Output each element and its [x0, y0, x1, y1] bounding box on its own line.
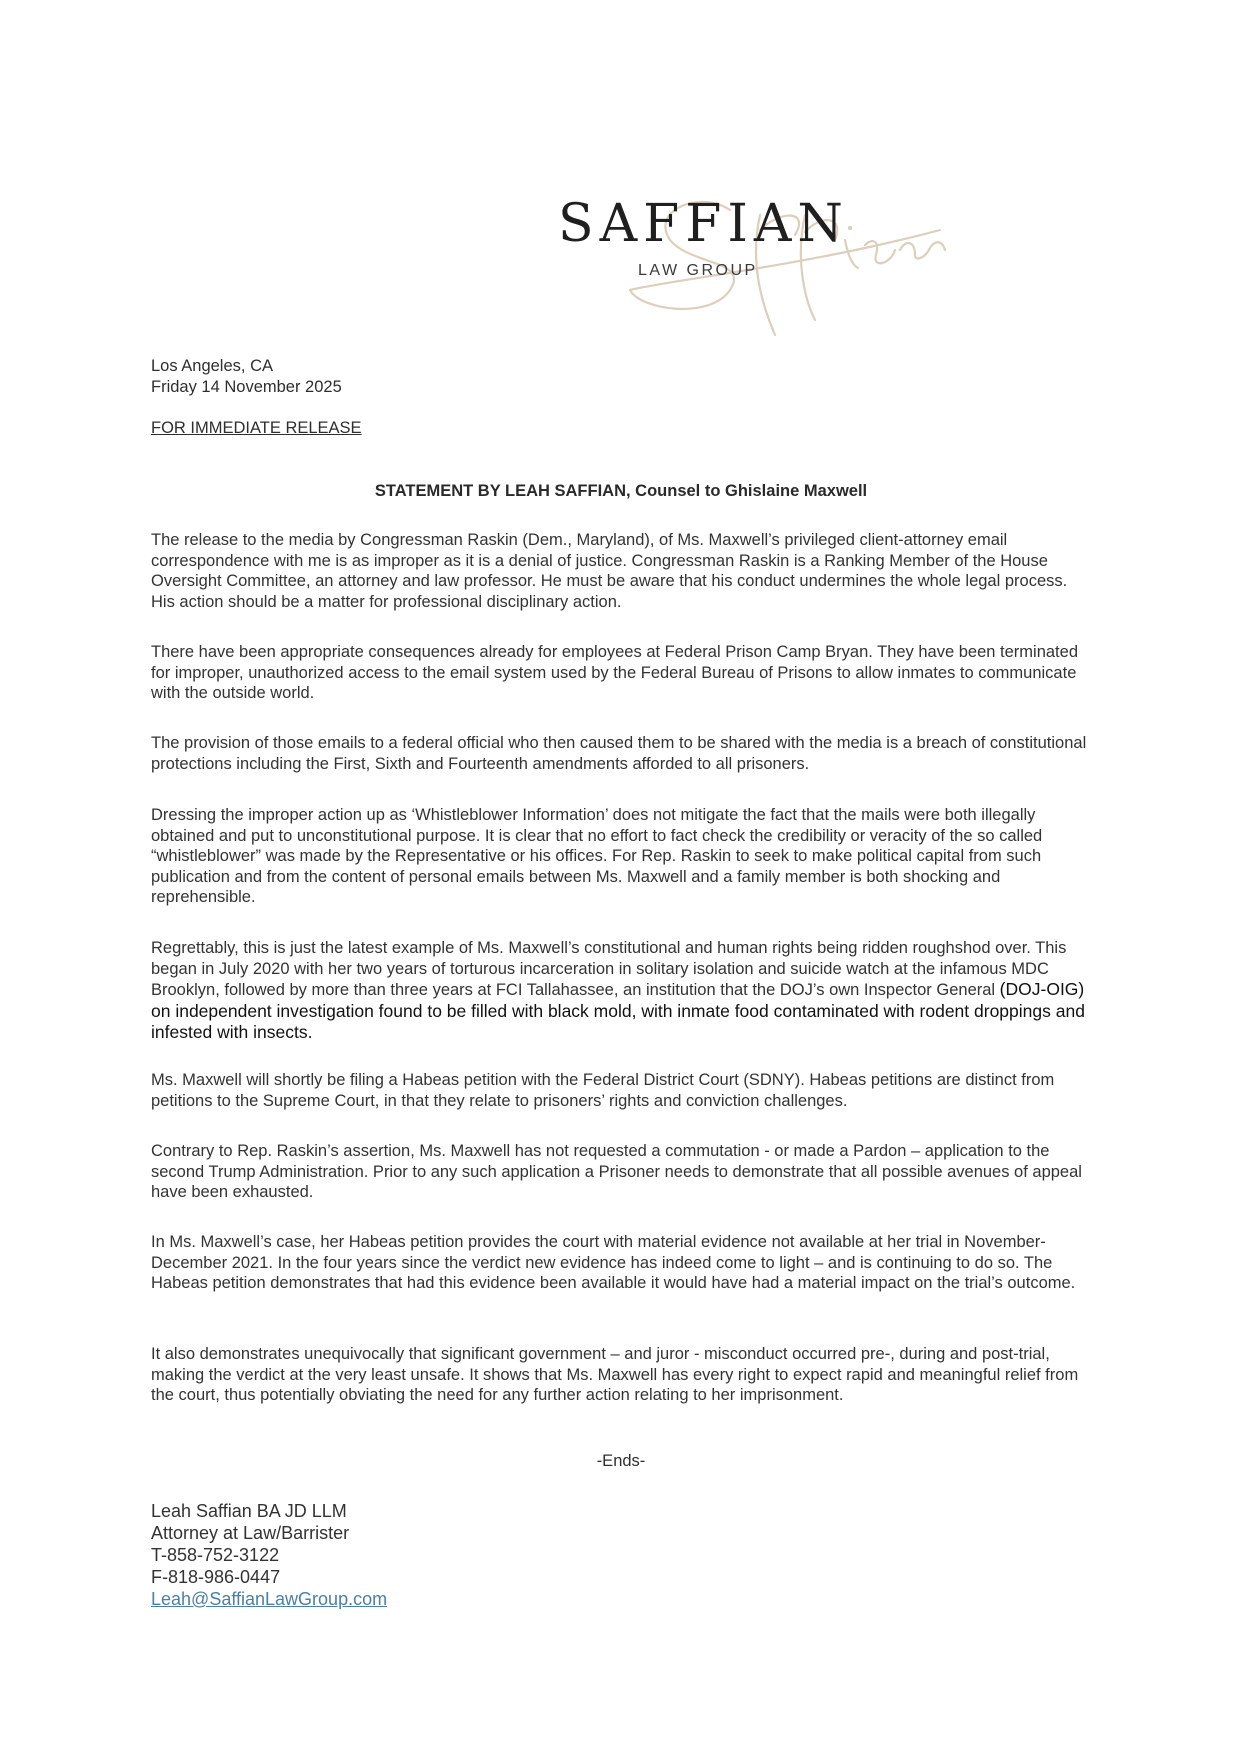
- release-label: FOR IMMEDIATE RELEASE: [151, 419, 362, 437]
- date: Friday 14 November 2025: [151, 377, 342, 396]
- firm-subtitle: LAW GROUP: [638, 262, 758, 279]
- signer-email-link[interactable]: Leah@SaffianLawGroup.com: [151, 1589, 388, 1609]
- signer-phone: T-858-752-3122: [151, 1545, 280, 1565]
- firm-name: SAFFIAN: [558, 194, 849, 254]
- paragraph: The release to the media by Congressman Raskin (Dem., Maryland), of Ms. Maxwell’s privileged client-attorney email correspondence with me is as improper as it is a denial of justice. Congressman Raskin is a Ranking Member of the House Oversight Committee, an attorney and law professor. He must be aware that his conduct undermines the whole legal process. His action should be a matter for professional disciplinary action.: [151, 531, 1068, 611]
- dateline: [151, 356, 1091, 397]
- paragraph: In Ms. Maxwell’s case, her Habeas petition provides the court with material evidence not available at her trial in November-December 2021. In the four years since the verdict new evidence has indeed come to light – and is continuing to do so. The Habeas petition demonstrates that had this evidence been available it would have had a material impact on the trial’s outcome.: [151, 1233, 1076, 1292]
- paragraph: Contrary to Rep. Raskin’s assertion, Ms. Maxwell has not requested a commutation - or made a Pardon – application to the second Trump Administration. Prior to any such application a Prisoner needs to demonstrate that all possible avenues of appeal have been exhausted.: [151, 1142, 1082, 1201]
- signer-name: Leah Saffian BA JD LLM: [151, 1501, 347, 1521]
- firm-logo: [540, 170, 980, 340]
- statement-heading: STATEMENT BY LEAH SAFFIAN, Counsel to Ghislaine Maxwell: [374, 482, 868, 500]
- signer-title: Attorney at Law/Barrister: [151, 1523, 350, 1543]
- paragraph-regrettably-part1: Regrettably, this is just the latest example of Ms. Maxwell’s constitutional and human rights being ridden roughshod over. This began in July 2020 with her two years of torturous incarceration in solitary isolation and suicide watch at the infamous MDC Brooklyn, followed by more than three years at FCI Tallahassee, an institution that the DOJ’s own Inspector General: [151, 939, 1067, 999]
- signature-block: [151, 1500, 387, 1610]
- paragraph: It also demonstrates unequivocally that significant government – and juror - misconduct occurred pre-, during and post-trial, making the verdict at the very least unsafe. It shows that Ms. Maxwell has every right to expect rapid and meaningful relief from the court, thus potentially obviating the need for any further action relating to her imprisonment.: [151, 1345, 1079, 1404]
- paragraph-regrettably: [151, 938, 1091, 1044]
- paragraph-regrettably-part2: (DOJ-OIG) on independent investigation found to be filled with black mold, with inmate food contaminated with rodent droppings and infested with insects.: [151, 979, 1085, 1042]
- paragraph: The provision of those emails to a federal official who then caused them to be shared with the media is a breach of constitutional protections including the First, Sixth and Fourteenth amendments afforded to all prisoners.: [151, 734, 1087, 773]
- paragraph: There have been appropriate consequences already for employees at Federal Prison Camp Bryan. They have been terminated for improper, unauthorized access to the email system used by the Federal Bureau of Prisons to allow inmates to communicate with the outside world.: [151, 643, 1078, 702]
- paragraph: Ms. Maxwell will shortly be filing a Habeas petition with the Federal District Court (SDNY). Habeas petitions are distinct from petitions to the Supreme Court, in that they relate to prisoners’ rights and conviction challenges.: [151, 1071, 1055, 1110]
- paragraph: Dressing the improper action up as ‘Whistleblower Information’ does not mitigate the fact that the mails were both illegally obtained and put to unconstitutional purpose. It is clear that no effort to fact check the credibility or veracity of the so called “whistleblower” was made by the Representative or his offices. For Rep. Raskin to seek to make political capital from such publication and from the content of personal emails between Ms. Maxwell and a family member is both shocking and reprehensible.: [151, 806, 1043, 906]
- signer-fax: F-818-986-0447: [151, 1567, 281, 1587]
- location: Los Angeles, CA: [151, 357, 273, 375]
- ends-marker: -Ends-: [596, 1452, 646, 1470]
